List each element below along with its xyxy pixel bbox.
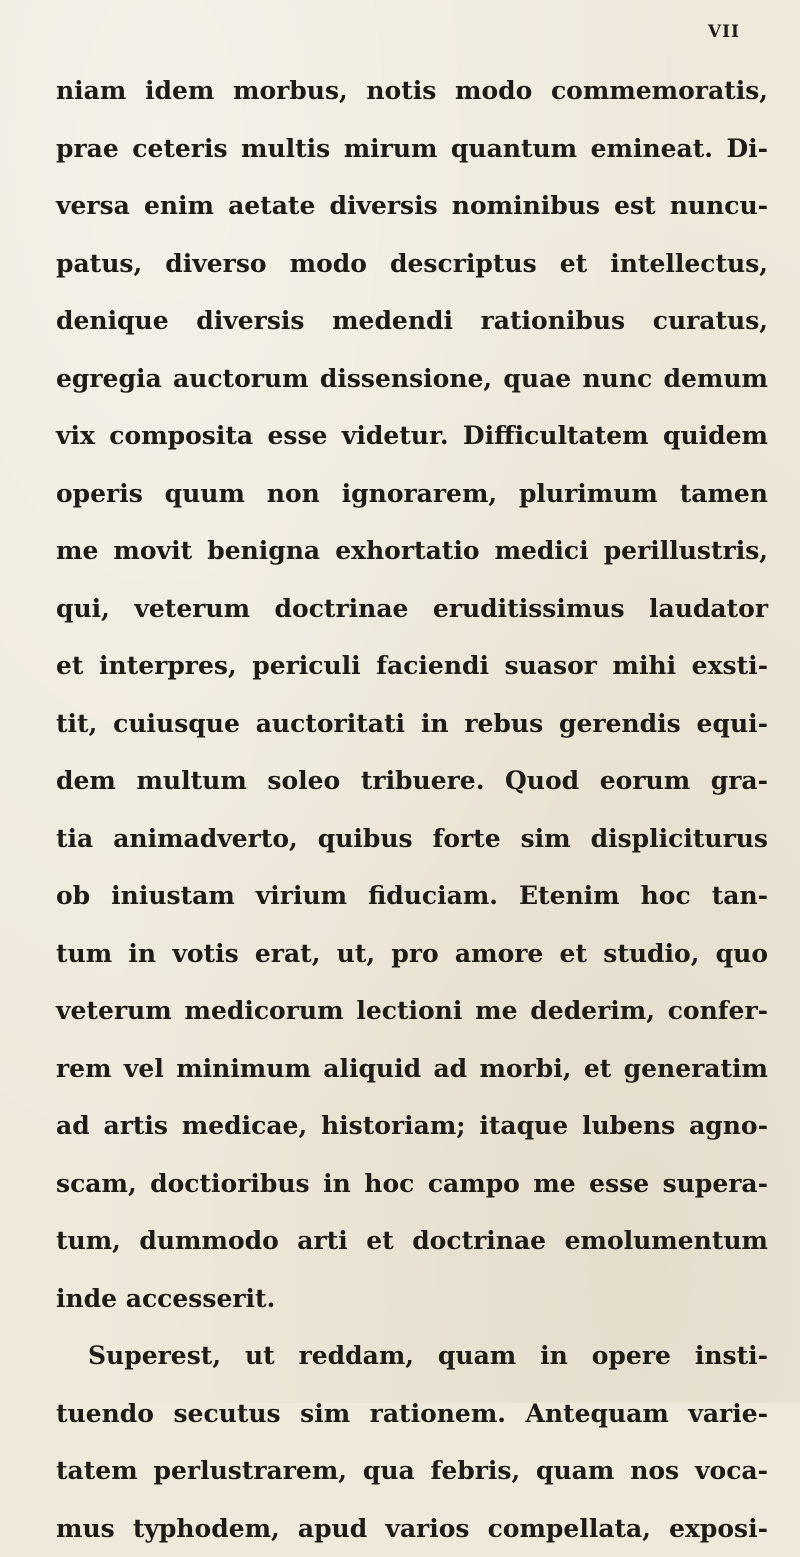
- text-line: tum, dummodo arti et doctrinae emolumentum: [56, 1212, 768, 1270]
- text-line: niam idem morbus, notis modo commemoratis,: [56, 62, 768, 120]
- text-line: veterum medicorum lectioni me dederim, confer-: [56, 982, 768, 1040]
- page-number: VII: [708, 22, 740, 42]
- text-line: ob iniustam virium fiduciam. Etenim hoc tan-: [56, 867, 768, 925]
- text-line: qui, veterum doctrinae eruditissimus laudator: [56, 580, 768, 638]
- text-line: Superest, ut reddam, quam in opere insti-: [56, 1327, 768, 1385]
- text-line: denique diversis medendi rationibus curatus,: [56, 292, 768, 350]
- text-line: me movit benigna exhortatio medici perillustris,: [56, 522, 768, 580]
- text-line: prae ceteris multis mirum quantum emineat. Di-: [56, 120, 768, 178]
- text-line: egregia auctorum dissensione, quae nunc demum: [56, 350, 768, 408]
- body-text: [56, 62, 768, 1557]
- text-line: scam, doctioribus in hoc campo me esse supera-: [56, 1155, 768, 1213]
- text-line: tum in votis erat, ut, pro amore et studio, quo: [56, 925, 768, 983]
- text-line: tia animadverto, quibus forte sim displiciturus: [56, 810, 768, 868]
- text-line: et interpres, periculi faciendi suasor mihi exsti-: [56, 637, 768, 695]
- text-line: vix composita esse videtur. Difficultatem quidem: [56, 407, 768, 465]
- text-line: mus typhodem, apud varios compellata, exposi-: [56, 1500, 768, 1557]
- text-line: tuendo secutus sim rationem. Antequam varie-: [56, 1385, 768, 1443]
- text-line: inde accesserit.: [56, 1270, 768, 1328]
- text-line: patus, diverso modo descriptus et intellectus,: [56, 235, 768, 293]
- text-line: tit, cuiusque auctoritati in rebus gerendis equi-: [56, 695, 768, 753]
- text-line: tatem perlustrarem, qua febris, quam nos voca-: [56, 1442, 768, 1500]
- text-line: operis quum non ignorarem, plurimum tamen: [56, 465, 768, 523]
- text-line: rem vel minimum aliquid ad morbi, et generatim: [56, 1040, 768, 1098]
- text-line: ad artis medicae, historiam; itaque lubens agno-: [56, 1097, 768, 1155]
- text-line: versa enim aetate diversis nominibus est nuncu-: [56, 177, 768, 235]
- text-line: dem multum soleo tribuere. Quod eorum gra-: [56, 752, 768, 810]
